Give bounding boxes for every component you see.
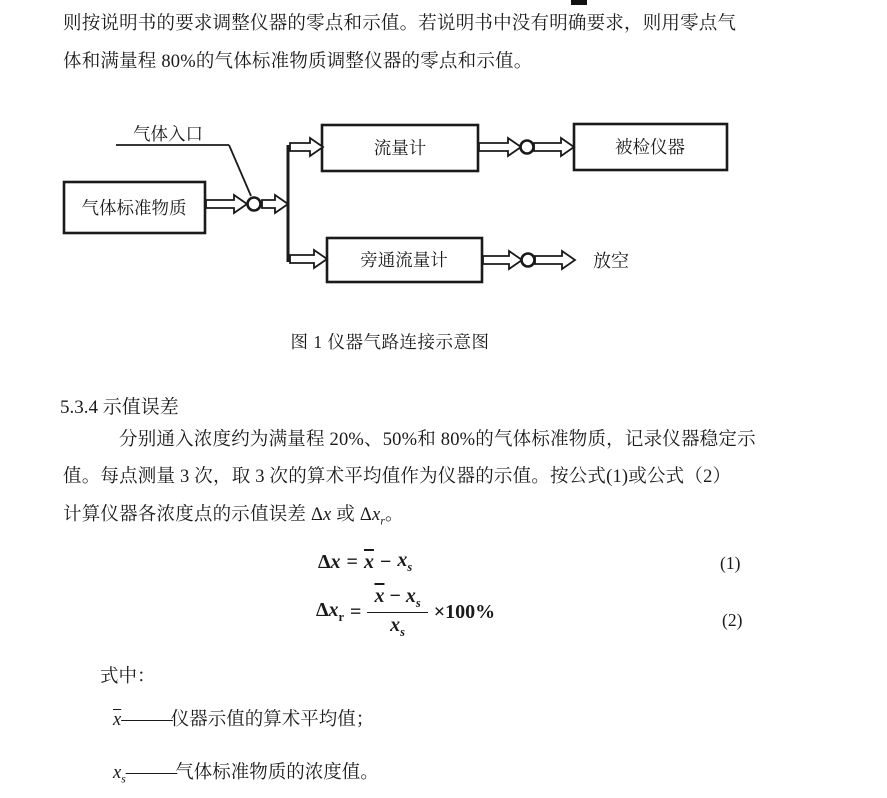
equation-2-number: (2) (722, 610, 743, 630)
x-symbol: x (113, 763, 122, 783)
definition-xs (113, 758, 379, 786)
section-heading: 5.3.4 示值误差 (60, 397, 179, 418)
fraction-denominator (390, 613, 405, 640)
fraction (367, 585, 427, 640)
valve-circle-1 (248, 198, 261, 211)
s-subscript: s (415, 595, 421, 610)
paragraph-line-3-suffix: 。 (385, 505, 404, 525)
delta-symbol: Δ (359, 505, 372, 525)
flowmeter-box-label: 流量计 (373, 138, 427, 158)
definition-dash: ——— (121, 710, 171, 730)
delta-symbol: Δ (316, 599, 329, 621)
x-symbol: x (328, 599, 339, 621)
paragraph-line-3-prefix: 计算仪器各浓度点的示值误差 (63, 505, 311, 525)
arrow-splitter-to-bypass (290, 250, 327, 268)
valve-circle-3 (522, 254, 535, 267)
x-symbol: x (330, 550, 341, 573)
arrow-valve3-to-vent (535, 251, 575, 269)
r-subscript: r (380, 515, 386, 528)
x-s-symbol: $x_s$ (397, 549, 413, 574)
device-under-test-label: 被检仪器 (615, 137, 685, 157)
equation-1 (318, 549, 412, 575)
delta-x-inline (311, 505, 332, 525)
delta-symbol: Δ (318, 550, 331, 573)
equals-sign: = (346, 550, 358, 573)
arrow-valve-to-splitter (262, 195, 288, 213)
paragraph-line-1: 分别通入浓度约为满量程 20%、50%和 80%的气体标准物质，记录仪器稳定示 (119, 430, 756, 450)
s-subscript: s (400, 624, 405, 639)
intro-line-1: 则按说明书的要求调整仪器的零点和示值。若说明书中没有明确要求，则用零点气 (63, 14, 737, 34)
intro-line-2: 体和满量程 80%的气体标准物质调整仪器的零点和示值。 (63, 52, 533, 72)
paragraph-line-3 (63, 504, 404, 529)
gas-inlet-label: 气体入口 (133, 124, 203, 144)
eq2-lhs (316, 599, 344, 625)
arrow-splitter-to-flowmeter (290, 138, 323, 156)
x-symbol: x (371, 505, 381, 525)
gas-path-diagram (0, 108, 887, 308)
minus-sign: − (389, 584, 401, 607)
s-subscript: s (121, 773, 126, 786)
fraction-numerator (367, 585, 427, 613)
bypass-flowmeter-label: 旁通流量计 (360, 250, 448, 270)
equation-1-number: (1) (720, 553, 741, 573)
eq1-lhs (318, 551, 341, 574)
source-box-label: 气体标准物质 (81, 198, 187, 218)
inlet-leader-line (229, 145, 251, 196)
definition-xbar-text: 仪器示值的算术平均值； (170, 710, 375, 730)
page-top-artifact (571, 0, 587, 5)
delta-symbol: Δ (310, 505, 324, 525)
delta-xr-inline (359, 505, 386, 528)
x-symbol: x (323, 505, 332, 525)
minus-sign: − (379, 550, 392, 573)
vent-label: 放空 (593, 251, 629, 271)
figure-caption: 图 1 仪器气路连接示意图 (290, 332, 490, 352)
valve-circle-2 (521, 141, 534, 154)
x-symbol: x (405, 584, 416, 607)
definition-xs-text: 气体标准物质的浓度值。 (175, 763, 379, 783)
definition-dash: ——— (125, 763, 176, 783)
arrow-source-to-valve (206, 195, 247, 213)
times-100-percent: ×100% (433, 600, 496, 623)
r-subscript: r (338, 610, 345, 624)
paragraph-line-3-middle: 或 (331, 505, 360, 525)
where-label: 式中： (100, 667, 156, 687)
arrow-valve2-to-device (534, 138, 574, 156)
x-bar-symbol: $\overline{x}$ (374, 584, 385, 607)
definition-xbar (113, 705, 374, 731)
arrow-bypass-to-valve3 (483, 251, 522, 269)
arrow-flowmeter-to-valve2 (479, 138, 521, 156)
equation-2 (316, 583, 495, 641)
x-bar-symbol: $\overline{x}$ (113, 710, 122, 730)
equals-sign: = (350, 600, 362, 623)
paragraph-line-2: 值。每点测量 3 次，取 3 次的算术平均值作为仪器的示值。按公式(1)或公式（2） (63, 467, 732, 487)
x-bar-symbol: $\overline{x}$ (363, 550, 374, 573)
x-symbol: x (390, 613, 401, 636)
